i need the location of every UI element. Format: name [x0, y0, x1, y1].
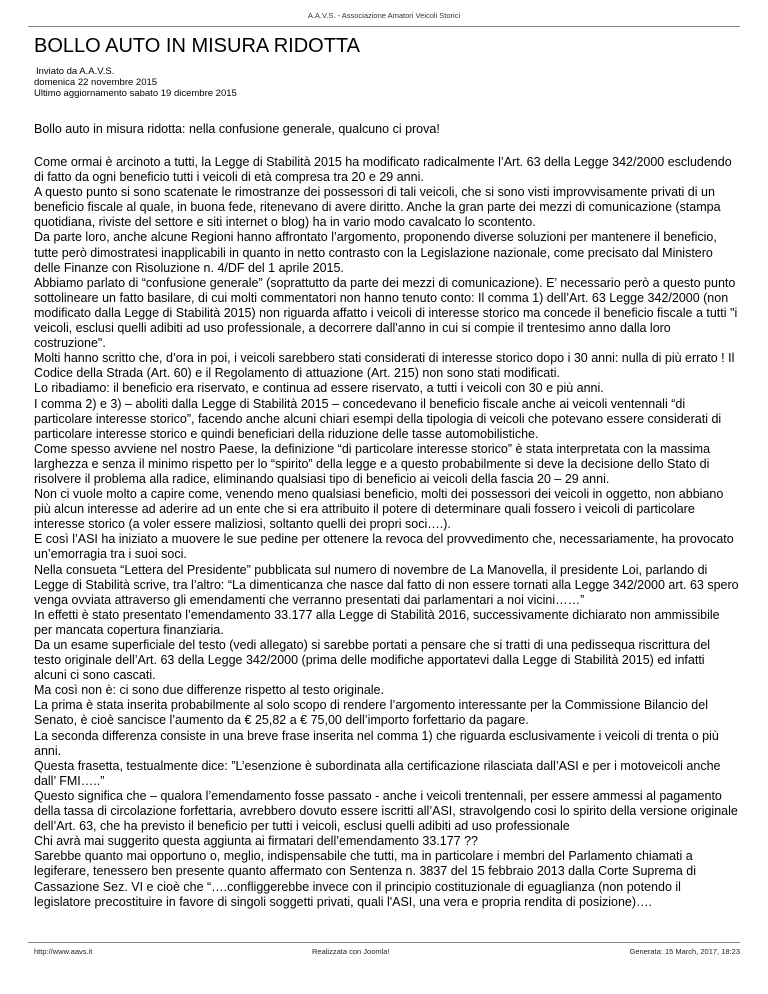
article-intro: Bollo auto in misura ridotta: nella confusione generale, qualcuno ci prova!	[34, 122, 440, 136]
body-paragraph: Chi avrà mai suggerito questa aggiunta ai firmatari dell’emendamento 33.177 ??	[34, 834, 479, 849]
body-paragraph: Molti hanno scritto che, d’ora in poi, i veicoli sarebbero stati considerati di interesse storico dopo i 30 anni: nulla di più errato ! Il Codice della Strada (Art. 60) e il Regolamento di attuazione (Art. 215) non sono stati modificati.	[34, 351, 735, 381]
footer-credit: Realizzata con Joomla!	[312, 947, 390, 956]
body-paragraph: Nella consueta “Lettera del Presidente” pubblicata sul numero di novembre de La Manovella, il presidente Loi, parlando di Legge di Stabilità scrive, tra l’altro: “La dimenticanza che nasce dal fatto di non essere tornati alla Legge 342/2000 art. 63 spero venga ovviata attraverso gli emendamenti che verranno presentati dai parlamentari a noi vicini……”	[34, 562, 739, 607]
body-paragraph: Questa frasetta, testualmente dice: ”L’esenzione è subordinata alla certificazione rilasciata dall’ASI e per i motoveicoli anche dall’ FMI…..”	[34, 758, 721, 788]
body-paragraph: La seconda differenza consiste in una breve frase inserita nel comma 1) che riguarda esclusivamente i veicoli di trenta o più anni.	[34, 728, 719, 758]
body-paragraph: Da parte loro, anche alcune Regioni hanno affrontato l’argomento, proponendo diverse soluzioni per mantenere il beneficio, tutte però dimostratesi inapplicabili in quanto in netto contrasto con la Legislazione nazionale, come precisato dal Ministero delle Finanze con Risoluzione n. 4/DF del 1 aprile 2015.	[34, 230, 717, 275]
body-paragraph: Abbiamo parlato di “confusione generale” (soprattutto da parte dei mezzi di comunicazione). E’ necessario però a questo punto sottolineare un fatto basilare, di cui molti commentatori non hanno tenuto conto: Il comma 1) dell’Art. 63 Legge 342/2000 (non modificato dalla Legge di Stabilità 2015) non riguarda affatto i veicoli di interesse storico ma concede il beneficio fiscale a tutti "i veicoli, esclusi quelli adibiti ad uso professionale, a decorrere dall'anno in cui si compie il trentesimo anno dalla loro costruzione".	[34, 275, 738, 351]
body-paragraph: La prima è stata inserita probabilmente al solo scopo di rendere l’argomento interessante per la Commissione Bilancio del Senato, è cioè sancisce l’aumento da € 25,82 a € 75,00 dell’importo forfettario da pagare.	[34, 698, 708, 728]
body-paragraph: Non ci vuole molto a capire come, venendo meno qualsiasi beneficio, molti dei possessori dei veicoli in oggetto, non abbiano più alcun interesse ad aderire ad un ente che si era attribuito il potere di determinare quali fossero i veicoli di particolare interesse storico (a voler essere maliziosi, soltanto quelli dei propri soci….).	[34, 487, 724, 532]
body-paragraph: I comma 2) e 3) – aboliti dalla Legge di Stabilità 2015 – concedevano il beneficio fiscale anche ai veicoli ventennali “di particolare interesse storico”, facendo anche alcuni chiari esempi della tipologia di veicoli che potevano essere considerati di particolare interesse storico e quindi beneficiari della riduzione delle tasse automobilistiche.	[34, 396, 722, 441]
body-paragraph: Come spesso avviene nel nostro Paese, la definizione “di particolare interesse storico” è stata interpretata con la massima larghezza e senza il minimo rispetto per lo “spirito” della legge e a questo probabilmente si deve la decisione dello Stato di risolvere il problema alla radice, eliminando qualsiasi tipo di beneficio ai veicoli della fascia 20 – 29 anni.	[34, 441, 711, 486]
header-divider	[28, 26, 740, 27]
footer-divider	[28, 942, 740, 943]
body-paragraph: Questo significa che – qualora l’emendamento fosse passato - anche i veicoli trentennali, per essere ammessi al pagamento della tassa di circolazione forfettaria, avrebbero dovuto essere iscritti all’ASI, stravolgendo cosi lo spirito della versione originale dell’Art. 63, che ha previsto il beneficio per tutti i veicoli, esclusi quelli adibiti ad uso professionale	[34, 788, 738, 834]
body-paragraph: Lo ribadiamo: il beneficio era riservato, e continua ad essere riservato, a tutti i veicoli con 30 e più anni.	[34, 381, 604, 396]
body-paragraph: Da un esame superficiale del testo (vedi allegato) si sarebbe portati a pensare che si tratti di una pedissequa riscrittura del testo originale dell’Art. 63 della Legge 342/2000 (prima delle modifiche apportatevi dalla Legge di Stabilità 2015) ed infatti alcuni ci sono cascati.	[34, 638, 711, 683]
article-meta	[34, 66, 237, 99]
article-title: BOLLO AUTO IN MISURA RIDOTTA	[34, 35, 360, 57]
footer-generated: Generata: 15 March, 2017, 18:23	[629, 947, 740, 956]
article-updated: Ultimo aggiornamento sabato 19 dicembre 2015	[34, 88, 237, 99]
footer-url: http://www.aavs.it	[34, 947, 93, 956]
body-paragraph: A questo punto si sono scatenate le rimostranze dei possessori di tali veicoli, che si sono visti improvvisamente privati di un beneficio fiscale al quale, in buona fede, ritenevano di avere diritto. Anche la gran parte dei mezzi di comunicazione (stampa quotidiana, riviste del settore e siti internet o blog) ha in vario modo cavalcato lo scontento.	[34, 185, 721, 230]
body-paragraph: E così l’ASI ha iniziato a muovere le sue pedine per ottenere la revoca del provvedimento che, necessariamente, ha provocato un’emorragia tra i suoi soci.	[34, 532, 734, 562]
article-author: Inviato da A.A.V.S.	[36, 66, 115, 77]
body-paragraph: Ma così non è: ci sono due differenze rispetto al testo originale.	[34, 683, 384, 698]
body-paragraph: Sarebbe quanto mai opportuno o, meglio, indispensabile che tutti, ma in particolare i membri del Parlamento chiamati a legiferare, tenessero ben presente quanto affermato con Sentenza n. 3837 del 15 febbraio 2013 dalla Corte Suprema di Cassazione Sez. VI e cioè che “….confliggerebbe invece con il principio costituzionale di eguaglianza (non potendo il legislatore precostituire in favore di singoli soggetti privati, quali l'ASI, una vera e propria rendita di posizione)….	[34, 849, 697, 909]
article-date: domenica 22 novembre 2015	[34, 77, 158, 88]
body-paragraph: Come ormai è arcinoto a tutti, la Legge di Stabilità 2015 ha modificato radicalmente l’Art. 63 della Legge 342/2000 escludendo di fatto da ogni beneficio tutti i veicoli di età compresa tra 20 e 29 anni.	[34, 155, 732, 185]
site-header: A.A.V.S. - Associazione Amatori Veicoli Storici	[307, 11, 461, 20]
body-paragraph: In effetti è stato presentato l’emendamento 33.177 alla Legge di Stabilità 2016, successivamente dichiarato non ammissibile per mancata copertura finanziaria.	[34, 607, 720, 637]
article-body	[34, 155, 740, 910]
